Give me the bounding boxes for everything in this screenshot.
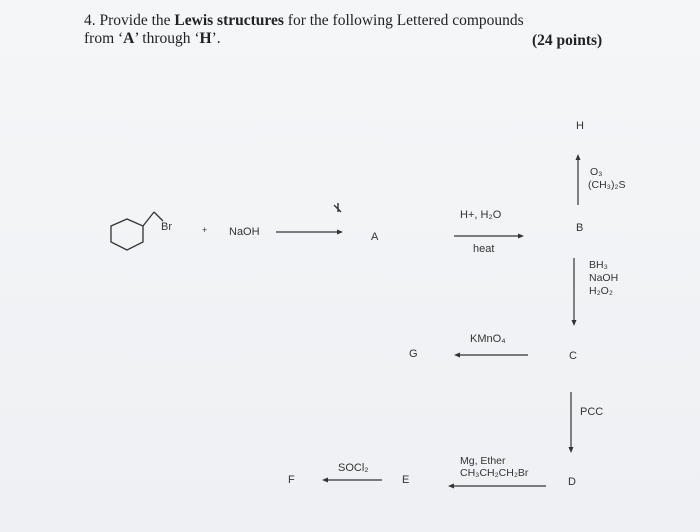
letter-e: E	[402, 474, 410, 486]
pcc-reagent: PCC	[580, 406, 604, 418]
letter-b: B	[576, 222, 584, 234]
arrow-b-to-c-head	[572, 320, 577, 326]
ozone-reagent: O₃	[590, 166, 603, 178]
points-label: (24 points)	[532, 32, 603, 49]
question-letter-a: A	[123, 30, 135, 47]
naoh-label: NaOH	[229, 226, 260, 238]
hydroxide-reagent: NaOH	[589, 272, 619, 284]
letter-d: D	[568, 476, 576, 488]
grignard-reagent: Mg, Ether	[460, 455, 506, 467]
arrow-e-to-f-head	[322, 478, 328, 483]
dms-reagent: (CH₃)₂S	[588, 179, 626, 191]
letter-c: C	[569, 350, 577, 362]
question-letter-h: H	[199, 30, 212, 47]
question-line2-start: from ‘	[84, 30, 124, 47]
letter-a: A	[371, 231, 379, 243]
question-number: 4.	[84, 12, 96, 29]
question-line2-mid: ’ through ‘	[134, 30, 200, 47]
permanganate-reagent: KMnO₄	[470, 333, 506, 345]
arrow-c-to-g-head	[454, 353, 460, 358]
heat-condition: heat	[473, 243, 495, 255]
letter-h: H	[576, 120, 584, 132]
cyclohexane-ring	[111, 219, 143, 250]
plus-sign: +	[202, 225, 208, 235]
arrow-to-a-head	[337, 230, 343, 235]
letter-g: G	[409, 348, 418, 360]
arrow-d-to-e-head	[448, 484, 454, 489]
arrow-a-to-b-head	[518, 234, 524, 239]
question-text-start: Provide the	[99, 12, 171, 29]
letter-f: F	[288, 474, 295, 486]
borane-reagent: BH₃	[589, 259, 608, 271]
stray-mark	[334, 203, 341, 212]
question-text-bold: Lewis structures	[174, 12, 284, 29]
arrow-c-to-d-head	[569, 447, 574, 453]
acid-water-conditions: H+, H₂O	[460, 209, 502, 221]
question-text-end: for the following Lettered compounds	[287, 12, 524, 29]
propyl-bromide-reagent: CH₃CH₂CH₂Br	[460, 467, 529, 479]
question-line2-end: ’.	[211, 30, 221, 47]
peroxide-reagent: H₂O₂	[589, 285, 613, 297]
bromo-label: Br	[161, 221, 172, 233]
arrow-b-to-h-head	[576, 154, 581, 160]
ch2-bond	[143, 212, 154, 226]
c-br-bond	[154, 212, 163, 221]
thionyl-chloride-reagent: SOCl₂	[338, 462, 369, 474]
